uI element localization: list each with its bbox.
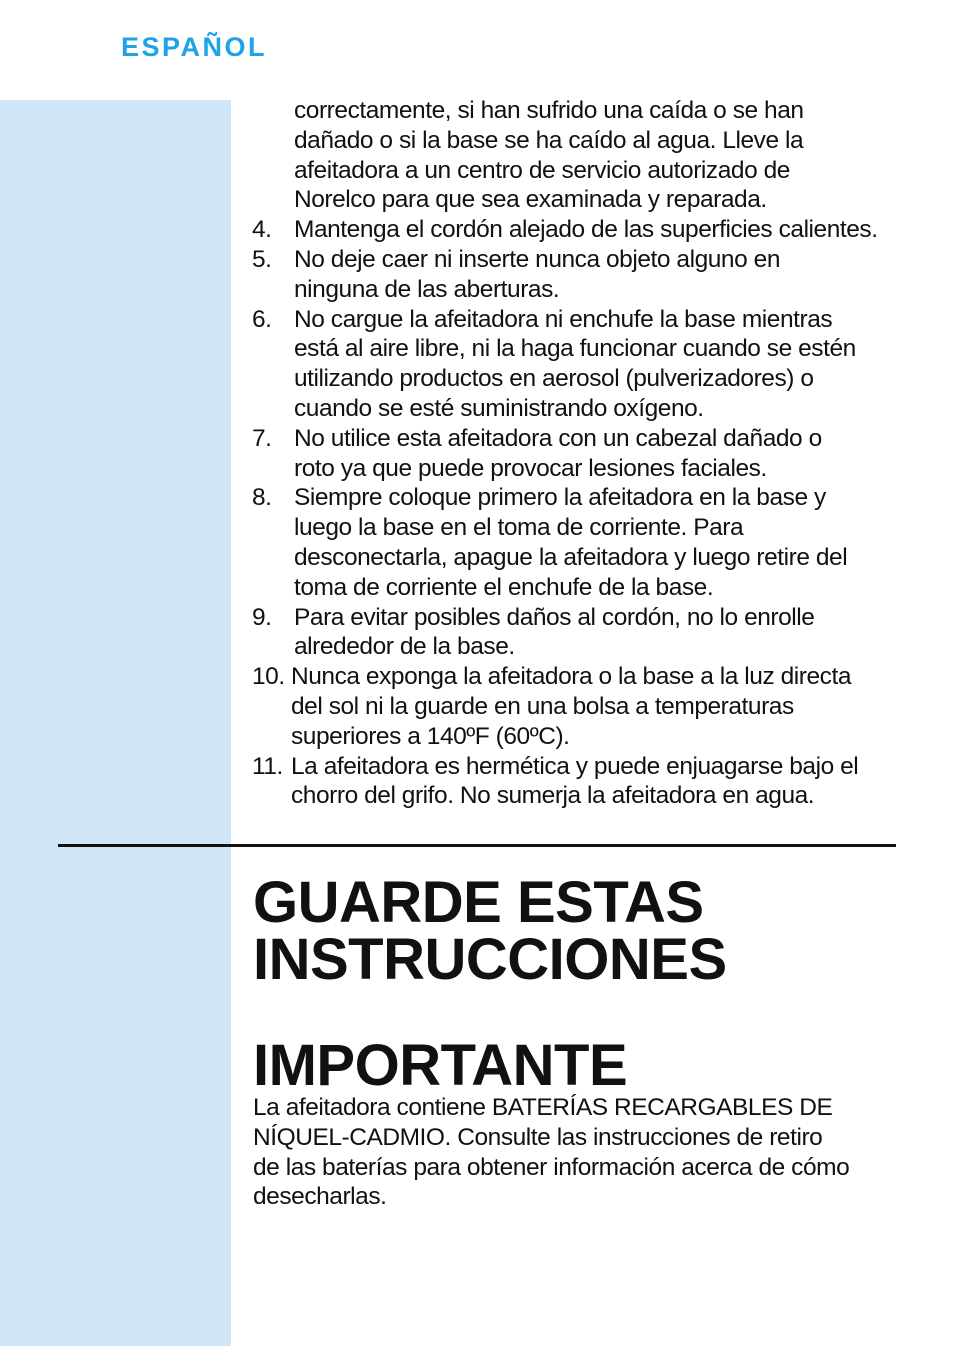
list-item-6 [252, 305, 902, 424]
list-item-9 [252, 603, 902, 663]
list-item-number: 10. [252, 663, 285, 691]
list-item-line: del sol ni la guarde en una bolsa a temperaturas [291, 692, 794, 720]
notice-line: La afeitadora contiene BATERÍAS RECARGABLES DE [253, 1094, 833, 1121]
heading-line: GUARDE ESTAS [253, 870, 704, 935]
important-heading: IMPORTANTE [253, 1033, 628, 1098]
list-item-line: está al aire libre, ni la haga funcionar cuando se estén [294, 335, 856, 363]
list-item-11 [252, 752, 902, 812]
list-item-5 [252, 245, 902, 305]
heading-line: INSTRUCCIONES [253, 927, 727, 992]
notice-line: desecharlas. [253, 1183, 387, 1211]
list-item-number: 6. [252, 305, 272, 333]
list-item-7 [252, 424, 902, 484]
list-item-line: utilizando productos en aerosol (pulverizadores) o [294, 365, 814, 393]
list-item-number: 5. [252, 245, 272, 273]
list-item-number: 9. [252, 603, 272, 631]
section-divider [58, 844, 896, 847]
list-item-line: desconectarla, apague la afeitadora y luego retire del [294, 543, 848, 571]
list-item-line: cuando se esté suministrando oxígeno. [294, 394, 704, 422]
list-item-line: chorro del grifo. No sumerja la afeitadora en agua. [291, 782, 815, 810]
list-item-line: Para evitar posibles daños al cordón, no lo enrolle [294, 603, 815, 631]
list-item-10 [252, 662, 902, 751]
list-item-line: Mantenga el cordón alejado de las superficies calientes. [294, 216, 878, 244]
list-item-number: 7. [252, 424, 272, 452]
list-item-line: afeitadora a un centro de servicio autorizado de [294, 156, 790, 184]
list-item-line: correctamente, si han sufrido una caída o se han [294, 97, 804, 124]
list-item-continuation [252, 96, 902, 215]
notice-line: NÍQUEL-CADMIO. Consulte las instrucciones de retiro [253, 1123, 823, 1151]
side-color-band [0, 100, 231, 1346]
list-item-line: No cargue la afeitadora ni enchufe la base mientras [294, 305, 833, 333]
list-item-number: 11. [252, 752, 283, 780]
list-item-8 [252, 483, 902, 602]
list-item-line: luego la base en el toma de corriente. Para [294, 514, 744, 542]
list-item-4 [252, 215, 902, 245]
list-item-line: alrededor de la base. [294, 633, 515, 661]
list-item-line: dañado o si la base se ha caído al agua. Lleve la [294, 126, 804, 154]
language-label: ESPAÑOL [121, 32, 268, 62]
list-item-line: roto ya que puede provocar lesiones faciales. [294, 454, 767, 482]
list-item-line: toma de corriente el enchufe de la base. [294, 573, 714, 601]
list-item-line: ninguna de las aberturas. [294, 275, 560, 303]
battery-notice [253, 1093, 903, 1212]
list-item-line: superiores a 140ºF (60ºC). [291, 722, 570, 750]
list-item-number: 4. [252, 216, 272, 244]
list-item-line: Siempre coloque primero la afeitadora en la base y [294, 484, 826, 512]
list-item-line: No deje caer ni inserte nunca objeto alguno en [294, 245, 780, 273]
list-item-line: La afeitadora es hermética y puede enjuagarse bajo el [291, 752, 859, 780]
list-item-number: 8. [252, 484, 272, 512]
list-item-line: No utilice esta afeitadora con un cabezal dañado o [294, 424, 822, 452]
list-item-line: Norelco para que sea examinada y reparada. [294, 186, 767, 214]
save-instructions-heading [253, 870, 727, 992]
safety-instructions-list [252, 96, 902, 811]
list-item-line: Nunca exponga la afeitadora o la base a la luz directa [291, 663, 852, 691]
notice-line: de las baterías para obtener información acerca de cómo [253, 1153, 850, 1181]
